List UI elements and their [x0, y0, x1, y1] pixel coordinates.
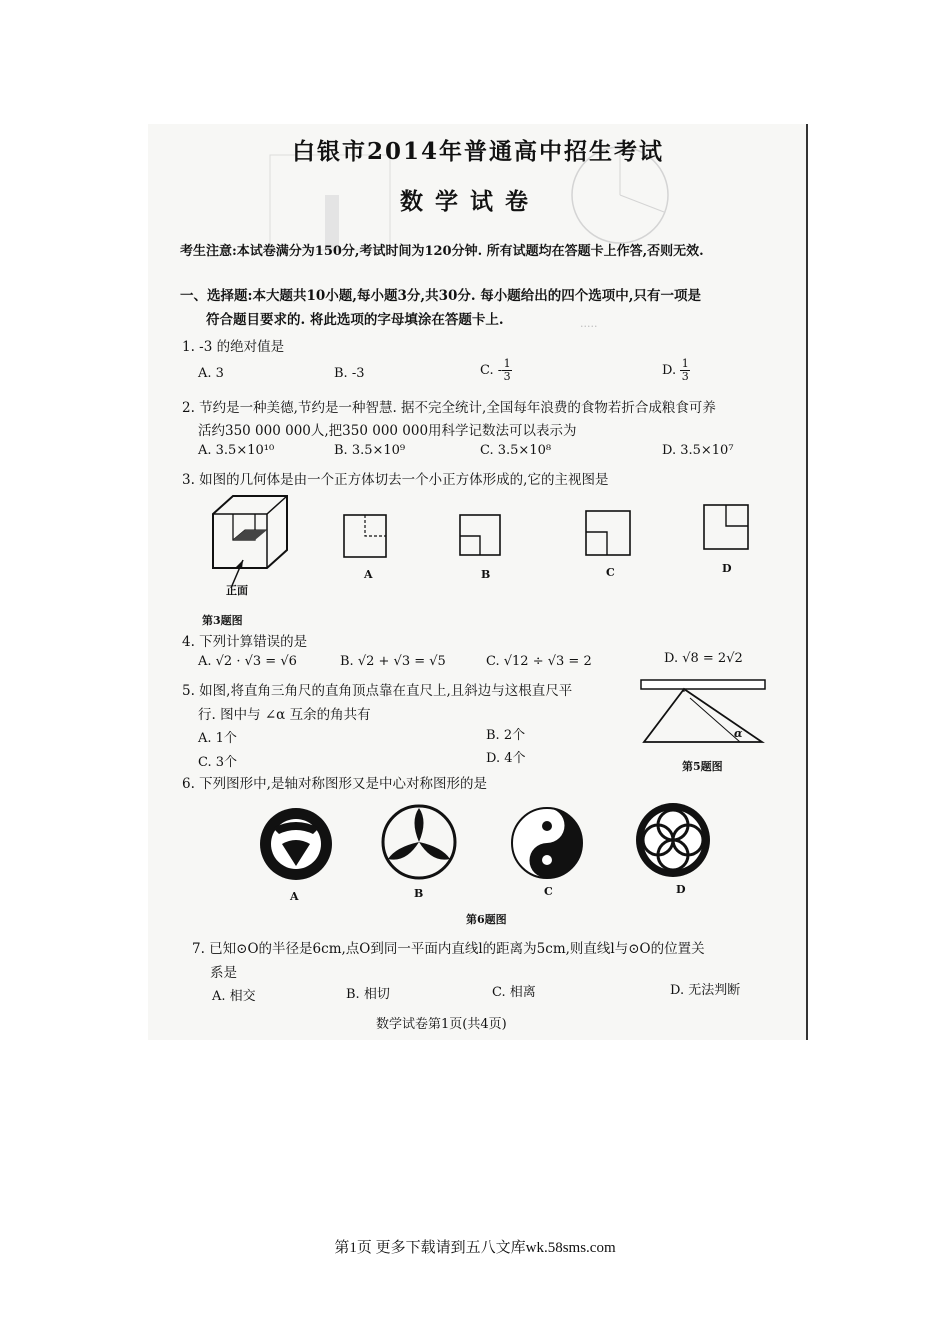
q3-front-label: 正面 — [226, 584, 248, 597]
q3-label-b: B — [481, 568, 491, 581]
q6-figure-d — [634, 801, 714, 881]
q7-option-c: C. 相离 — [492, 985, 536, 1000]
exam-subtitle: 数学试卷 — [400, 188, 540, 215]
q6-figure-a — [258, 806, 334, 882]
q7-option-a: A. 相交 — [212, 989, 256, 1004]
q3-label-c: C — [606, 566, 615, 579]
bleed-through-text: ····· — [580, 320, 598, 333]
q6-figure-b — [380, 803, 460, 883]
q5-option-b: B. 2个 — [486, 728, 526, 743]
download-note: 第1页 更多下载请到五八文库wk.58sms.com — [334, 1240, 616, 1256]
q6-label-c: C — [544, 885, 553, 898]
q6-label-d: D — [676, 883, 686, 896]
q3-stem: 3. 如图的几何体是由一个正方体切去一个小正方体形成的,它的主视图是 — [182, 472, 609, 488]
section-heading-cont: 符合题目要求的. 将此选项的字母填涂在答题卡上. — [206, 312, 504, 328]
q1-stem: 1. -3 的绝对值是 — [182, 339, 285, 355]
exam-title: 白银市2014年普通高中招生考试 — [292, 138, 665, 165]
q6-label-b: B — [414, 887, 424, 900]
q2-option-a: A. 3.5×10¹⁰ — [198, 443, 275, 458]
q5-option-c: C. 3个 — [198, 755, 238, 770]
q5-figure-caption: 第5题图 — [682, 760, 723, 773]
q7-stem: 7. 已知⊙O的半径是6cm,点O到同一平面内直线l的距离为5cm,则直线l与⊙O的位置关 — [192, 941, 705, 957]
q7-stem-cont: 系是 — [210, 965, 237, 981]
q3-label-a: A — [364, 568, 373, 581]
q6-stem: 6. 下列图形中,是轴对称图形又是中心对称图形的是 — [182, 776, 487, 792]
q2-option-d: D. 3.5×10⁷ — [662, 443, 734, 458]
exam-page-footer: 数学试卷第1页(共4页) — [376, 1017, 507, 1032]
q1-option-b: B. -3 — [334, 366, 365, 381]
q3-view-a — [343, 514, 389, 560]
q4-option-c: C. √12 ÷ √3 = 2 — [486, 654, 592, 669]
q1-option-d: D. $\frac{1}{3}$ — [662, 357, 689, 383]
q6-figure-c — [510, 806, 586, 882]
q3-label-d: D — [722, 562, 732, 575]
q4-stem: 4. 下列计算错误的是 — [182, 634, 308, 650]
q3-view-d — [703, 504, 751, 552]
q3-view-c — [585, 510, 633, 558]
q3-solid-figure — [205, 492, 295, 592]
q3-view-b — [459, 514, 505, 560]
q4-option-d: D. √8 = 2√2 — [664, 651, 743, 666]
q5-option-d: D. 4个 — [486, 751, 526, 766]
q2-option-b: B. 3.5×10⁹ — [334, 443, 406, 458]
q5-stem: 5. 如图,将直角三角尺的直角顶点靠在直尺上,且斜边与这根直尺平 — [182, 683, 573, 699]
q2-option-c: C. 3.5×10⁸ — [480, 443, 552, 458]
q1-option-c: C. - $\frac{1}{3}$ — [480, 357, 511, 383]
q6-figure-caption: 第6题图 — [466, 913, 507, 926]
q1-option-a: A. 3 — [198, 366, 224, 381]
q7-option-b: B. 相切 — [346, 987, 390, 1002]
candidate-notice: 考生注意:本试卷满分为150分,考试时间为120分钟. 所有试题均在答题卡上作答,否则无效. — [180, 244, 704, 259]
q5-ruler-triangle-figure — [640, 678, 770, 748]
q4-option-a: A. √2 · √3 = √6 — [198, 654, 297, 669]
q5-alpha-label: α — [734, 727, 743, 740]
q2-stem-cont: 活约350 000 000人,把350 000 000用科学记数法可以表示为 — [198, 423, 577, 439]
q5-option-a: A. 1个 — [198, 731, 237, 746]
q4-option-b: B. √2 + √3 = √5 — [340, 654, 446, 669]
q5-stem-cont: 行. 图中与 ∠α 互余的角共有 — [198, 707, 371, 723]
q3-figure-caption: 第3题图 — [202, 614, 243, 627]
q2-stem: 2. 节约是一种美德,节约是一种智慧. 据不完全统计,全国每年浪费的食物若折合成粮食可养 — [182, 400, 716, 416]
q6-label-a: A — [290, 890, 299, 903]
q7-option-d: D. 无法判断 — [670, 983, 741, 998]
section-heading: 一、选择题:本大题共10小题,每小题3分,共30分. 每小题给出的四个选项中,只有一项是 — [180, 288, 701, 304]
